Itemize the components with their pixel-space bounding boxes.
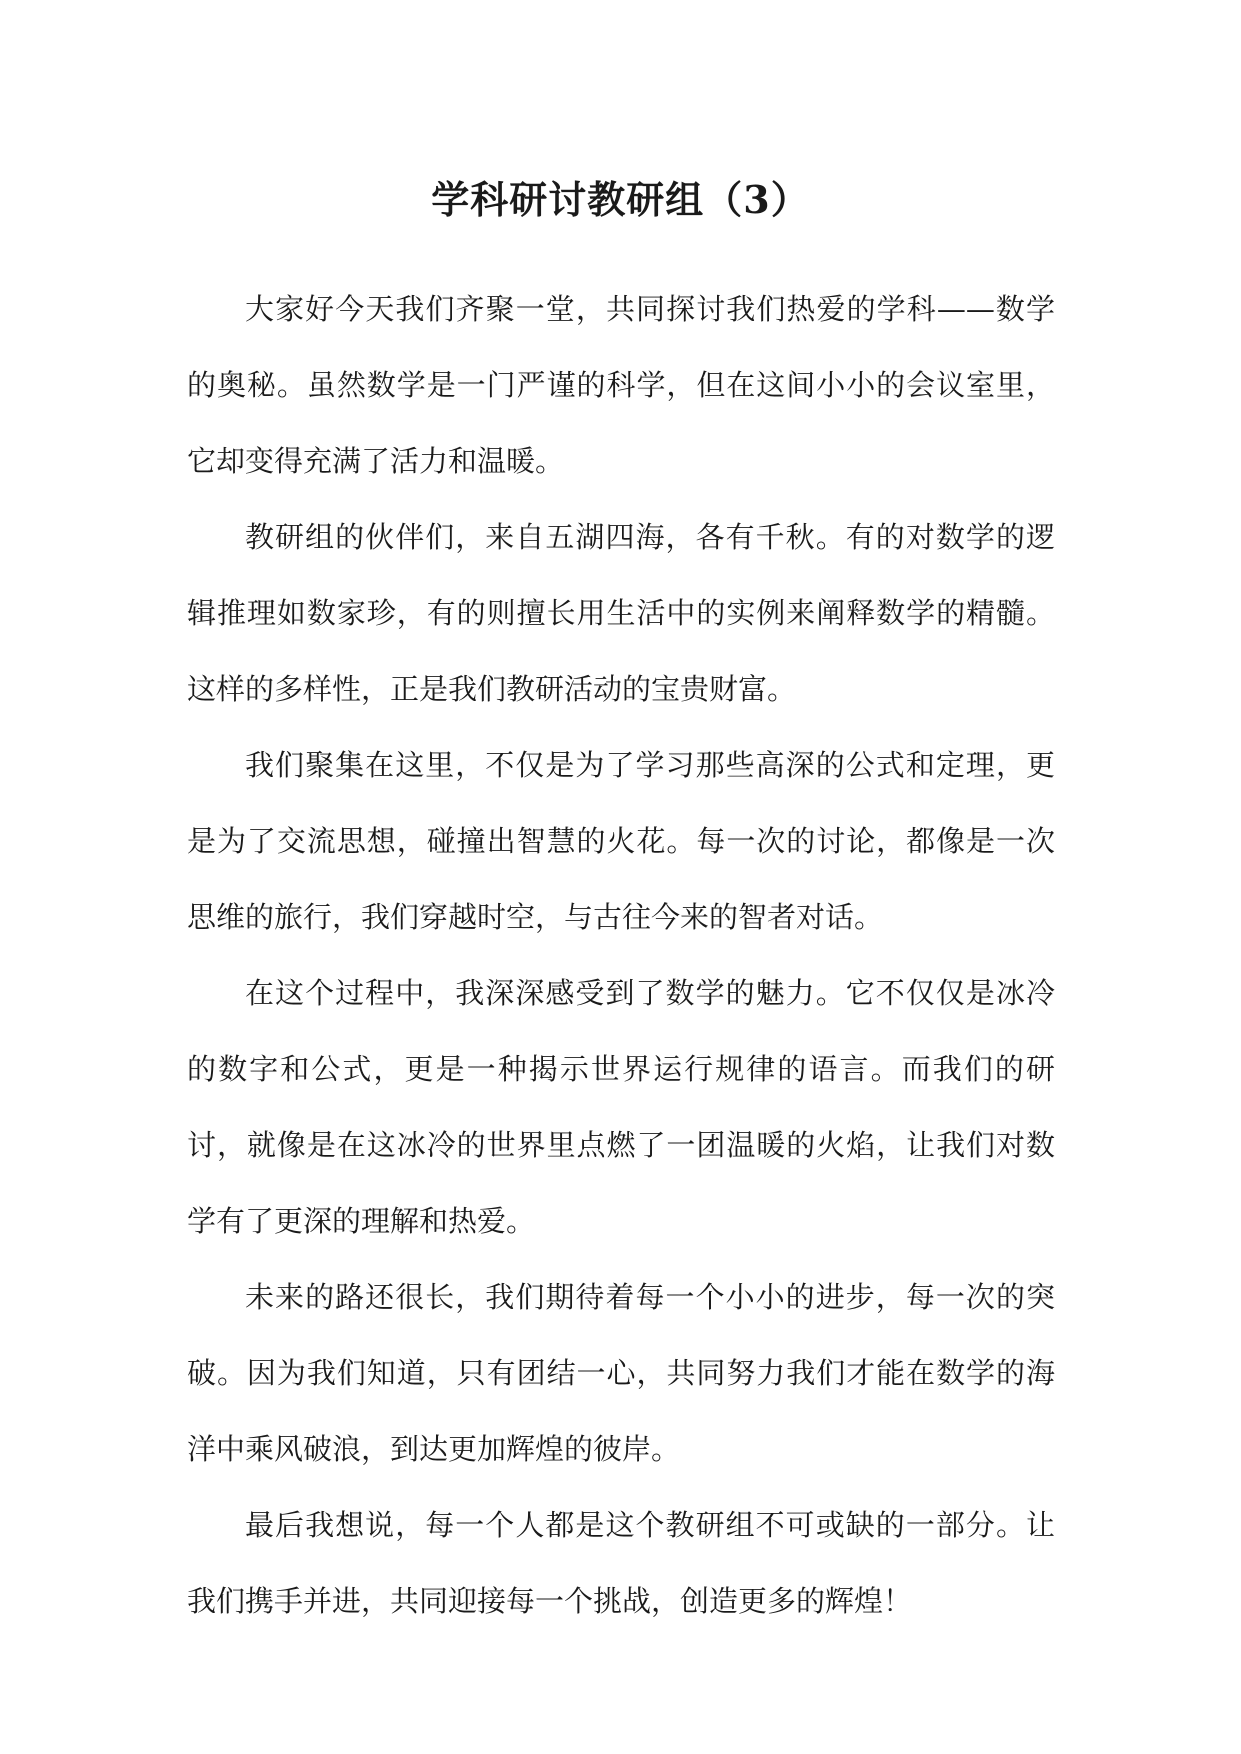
paragraph-5: 未来的路还很长，我们期待着每一个小小的进步，每一次的突破。因为我们知道，只有团结一心，共同努力我们才能在数学的海洋中乘风破浪，到达更加辉煌的彼岸。 xyxy=(187,1280,1055,1466)
paragraph-1: 大家好今天我们齐聚一堂，共同探讨我们热爱的学科——数学的奥秘。虽然数学是一门严谨的科学，但在这间小小的会议室里，它却变得充满了活力和温暖。 xyxy=(187,292,1055,478)
document-title: 学科研讨教研组（3） xyxy=(431,177,810,223)
document-body xyxy=(187,271,1055,1639)
paragraph-3: 我们聚集在这里，不仅是为了学习那些高深的公式和定理，更是为了交流思想，碰撞出智慧的火花。每一次的讨论，都像是一次思维的旅行，我们穿越时空，与古往今来的智者对话。 xyxy=(187,748,1055,934)
paragraph-6: 最后我想说，每一个人都是这个教研组不可或缺的一部分。让我们携手并进，共同迎接每一个挑战，创造更多的辉煌！ xyxy=(187,1508,1055,1618)
paragraph-4: 在这个过程中，我深深感受到了数学的魅力。它不仅仅是冰冷的数字和公式，更是一种揭示世界运行规律的语言。而我们的研讨，就像是在这冰冷的世界里点燃了一团温暖的火焰，让我们对数学有了更深的理解和热爱。 xyxy=(187,976,1055,1238)
paragraph-2: 教研组的伙伴们，来自五湖四海，各有千秋。有的对数学的逻辑推理如数家珍，有的则擅长用生活中的实例来阐释数学的精髓。这样的多样性，正是我们教研活动的宝贵财富。 xyxy=(187,520,1055,706)
